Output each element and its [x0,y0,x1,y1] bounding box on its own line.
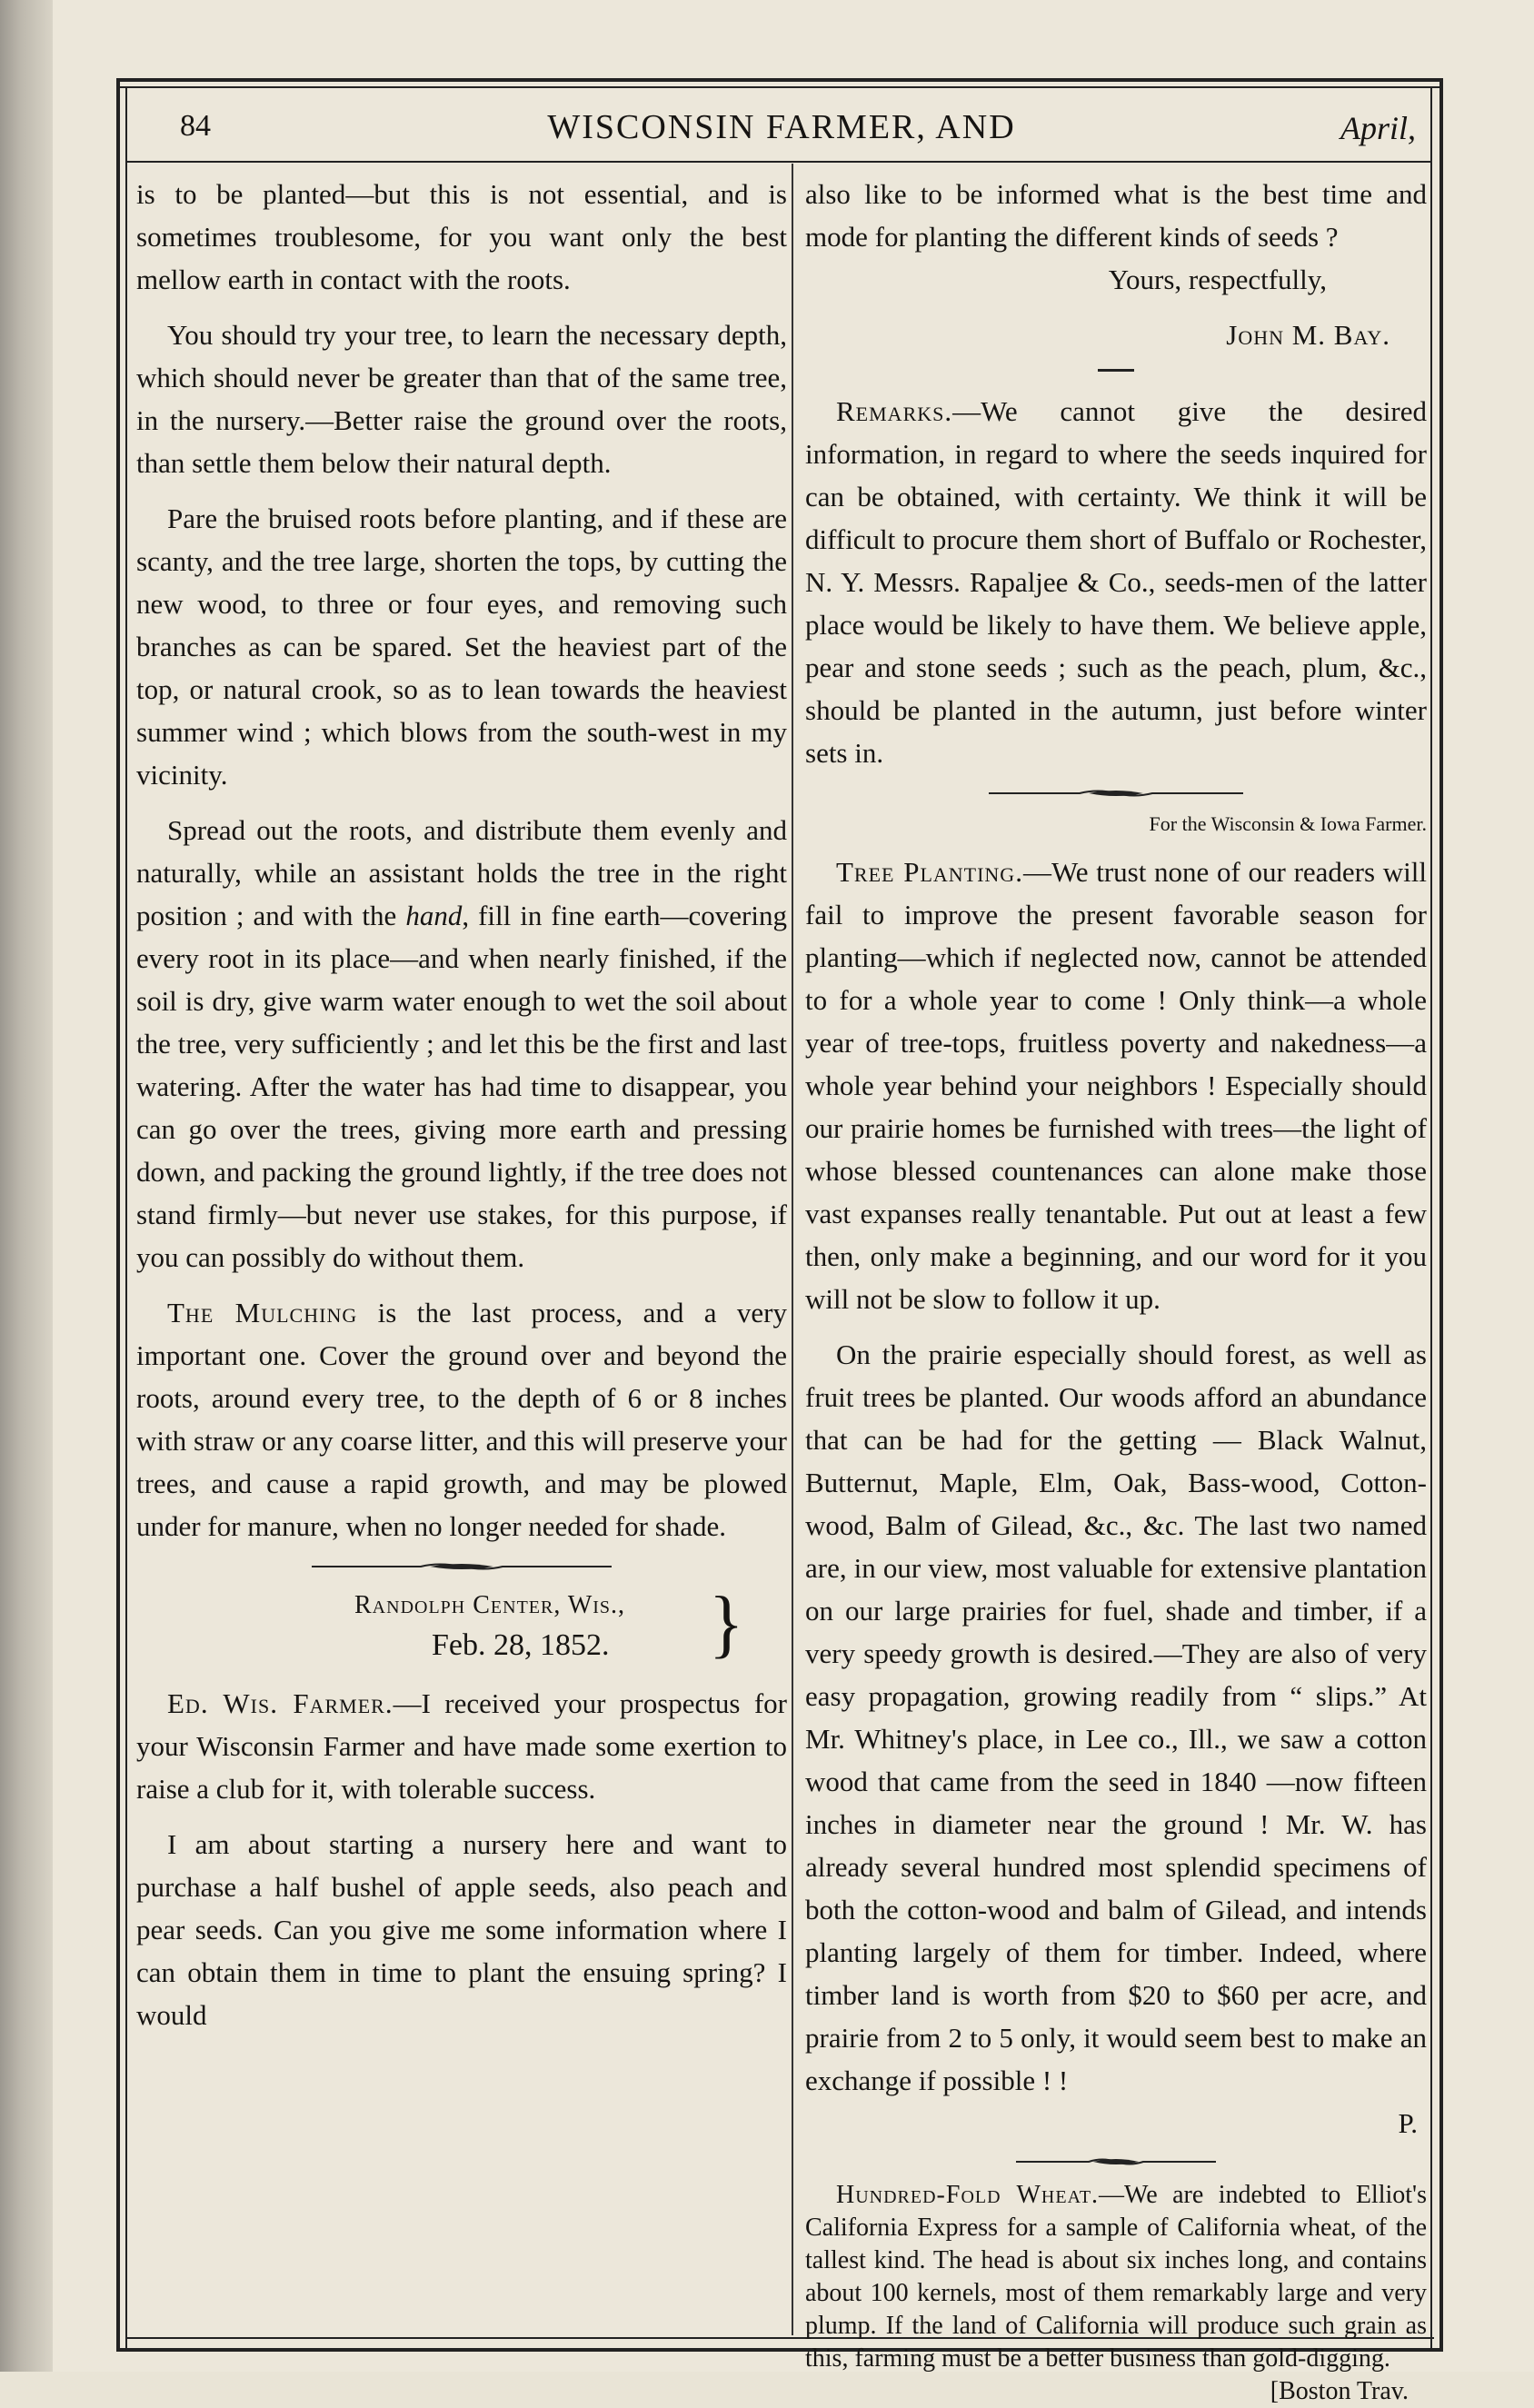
paragraph-text: —We are indebted to Elliot's California Express for a sample of California wheat, of the tallest kind. The head is about six inches long, and contains about 100 kernels, most of them remarkably large and very plump. If the land of California will produce such grain as this, farming must be a better business than gold-digging. [805,2181,1427,2373]
remarks-paragraph [805,390,1427,774]
paragraph: You should try your tree, to learn the necessary depth, which should never be greater than that of the same tree, in the nursery.—Better raise the ground over the roots, than settle them below their natural depth. [136,319,787,479]
paragraph-text: , fill in fine earth—covering every root in its place—and when nearly finished, if the soil is dry, give warm water enough to wet the soil about the tree, very sufficiently ; and let this be the first and last watering. After the water has had time to disappear, you can go over the trees, giving more earth and pressing down, and packing the ground lightly, if the tree does not stand firmly—but never use stakes, for this purpose, if you can possibly do without them. [136,900,787,1273]
section-lead: Tree Planting. [836,856,1023,888]
paragraph [136,1291,787,1547]
section-lead: Remarks. [836,395,953,427]
column-rule [792,164,793,2335]
article-paragraph: On the prairie especially should forest, as well as fruit trees be planted. Our woods afford an abundance that can be had for the getting — Black Walnut, Butternut, Maple, Elm, Oak, Bass-wood, Cotton-wood, Balm of Gilead, &c., &c. The last two named are, in our view, most valuable for extensive plantation on our large prairies for fuel, shade and timber, if a very speedy growth is desired.—They are also of very easy propagation, growing readily from “ slips.” At Mr. Whitney's place, in Lee co., Ill., we saw a cotton wood that came from the seed in 1840 —now fifteen inches in diameter near the ground ! Mr. W. has already several hundred most splendid specimens of both the cotton-wood and balm of Gilead, and intends planting largely of them for timber. Indeed, where timber land is worth from $20 to $60 per acre, and prairie from 2 to 5 only, it would seem best to make an exchange if possible ! ! [805,1338,1427,2096]
letter-signature: John M. Bay. [1226,319,1390,351]
emphasis: hand [405,900,463,931]
header-rule [127,161,1430,163]
short-rule [1098,369,1134,372]
dateline-place: Randolph Center, Wis., [354,1591,626,1619]
paragraph-text: Spread out the roots, and distribute them evenly and naturally, while an assistant holds the tree in the right position ; and with the [136,814,787,931]
page-gutter [0,0,53,2372]
letter-paragraph: I am about starting a nursery here and want to purchase a half bushel of apple seeds, also peach and pear seeds. Can you give me some information where I can obtain them in time to plant the ensuing spring? I would [136,1828,787,2031]
paragraph: also like to be informed what is the best time and mode for planting the different kinds of seeds ? [805,178,1427,253]
left-column [136,173,787,2049]
section-lead: Hundred-Fold Wheat. [836,2181,1100,2209]
letter-closing: Yours, respectfully, [1108,264,1327,295]
issue-month: April, [1340,110,1416,146]
article-paragraph [805,851,1427,1320]
ornament-divider [1016,2157,1216,2166]
paragraph: Pare the bruised roots before planting, and if these are scanty, and the tree large, shorten the tops, by cutting the new wood, to three or four eyes, and removing such branches as can be spared. Set the heaviest part of the top, or natural crook, so as to lean towards the heaviest summer wind ; which blows from the south-west in my vicinity. [136,502,787,791]
ornament-divider [989,789,1243,798]
paragraph: is to be planted—but this is not essential, and is sometimes troublesome, for you want only the best mellow earth in contact with the roots. [136,178,787,295]
credit-line: For the Wisconsin & Iowa Farmer. [1149,812,1427,835]
frame-rule-right [1439,78,1443,2350]
dateline-date: Feb. 28, 1852. [432,1628,610,1662]
frame-rule-top-inner [116,86,1443,88]
news-item [805,2179,1427,2405]
frame-rule-left-inner [125,86,127,2349]
ornament-divider [312,1562,612,1571]
paragraph-text: —I received your prospectus for your Wisconsin Farmer and have made some exertion to raise a club for it, with tolerable success. [136,1687,787,1805]
dateline [136,1581,787,1671]
article-signature: P. [1398,2107,1418,2139]
source-attribution: [Boston Trav. [1270,2377,1409,2405]
paragraph-text: is the last process, and a very important one. Cover the ground over and beyond the roots, around every tree, to the depth of 6 or 8 inches with straw or any coarse litter, and this will preserve your trees, and cause a rapid growth, and may be plowed under for manure, when no longer needed for shade. [136,1297,787,1542]
brace-glyph: } [709,1581,744,1667]
paragraph-text: —We cannot give the desired information, in regard to where the seeds inquired for can be obtained, with certainty. We think it will be difficult to procure them short of Buffalo or Rochester, N. Y. Messrs. Rapaljee & Co., seeds-men of the latter place would be likely to have them. We believe apple, pear and stone seeds ; such as the peach, plum, &c., should be planted in the autumn, just before winter sets in. [805,395,1427,769]
frame-rule-left [116,78,120,2350]
right-column [805,173,1427,2408]
page-number: 84 [180,109,211,143]
masthead: WISCONSIN FARMER, AND [547,108,1016,146]
running-header [136,107,1427,158]
section-lead: The Mulching [167,1297,358,1328]
frame-rule-top [116,78,1443,82]
paragraph-text: —We trust none of our readers will fail to improve the present favorable season for planting—which if neglected now, cannot be attended to for a whole year to come ! Only think—a whole year of tree-tops, fruitless poverty and nakedness—a whole year behind your neighbors ! Especially should our prairie homes be furnished with trees—the light of whose blessed countenances can alone make those vast expanses really tenantable. Put out at least a few then, only make a beginning, and our word for it you will not be slow to follow it up. [805,856,1427,1315]
letter-paragraph [136,1682,787,1810]
letter-salutation: Ed. Wis. Farmer. [167,1687,393,1719]
frame-rule-right-inner [1430,86,1432,2349]
paragraph [136,809,787,1279]
